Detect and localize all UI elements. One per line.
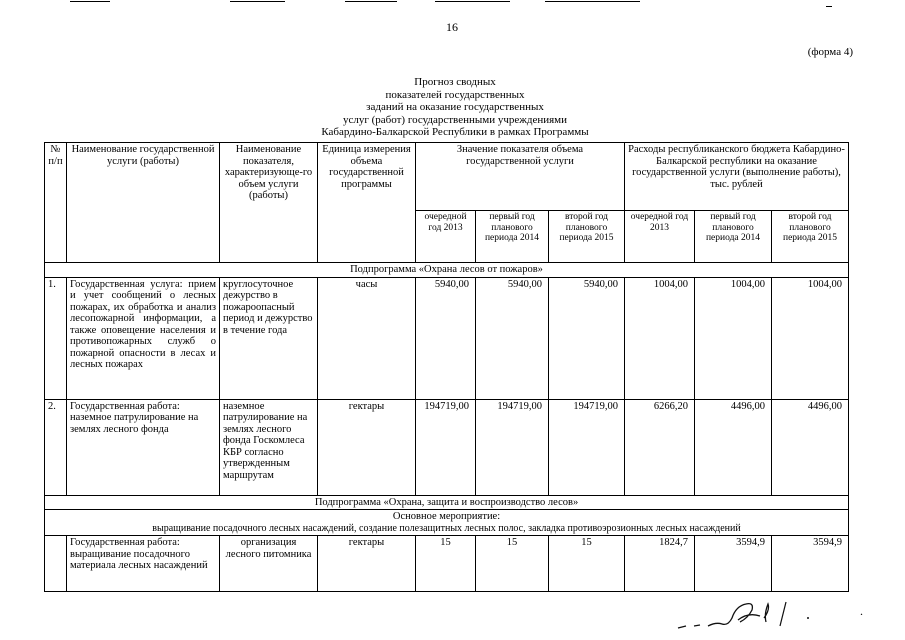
row-expense-2014: 3594,9 [695,536,772,592]
subprogram-title: Подпрограмма «Охрана лесов от пожаров» [45,263,849,278]
row-indicator: наземное патрулирование на землях лесного фонда Госкомлеса КБР согласно утвержденным маршрутам [220,399,318,495]
row-num: 2. [45,399,67,495]
row-expense-2015: 3594,9 [772,536,849,592]
section-row [45,495,849,510]
row-expense-2015: 4496,00 [772,399,849,495]
header-num: № п/п [45,143,67,263]
scan-edge-line [70,1,110,2]
row-expense-2014: 1004,00 [695,277,772,399]
row-expense-2013: 6266,20 [625,399,695,495]
subprogram-title: Подпрограмма «Охрана, защита и воспроизводство лесов» [45,495,849,510]
header-year-plan1: первый год планового периода 2014 [476,211,549,263]
row-volume-2015: 5940,00 [549,277,625,399]
row-volume-2013: 194719,00 [416,399,476,495]
title-line: Кабардино-Балкарской Республики в рамках Программы [321,126,589,138]
row-volume-2015: 194719,00 [549,399,625,495]
title-line: заданий на оказание государственных [366,101,544,113]
scan-edge-line [435,1,510,2]
table-row [45,399,849,495]
row-volume-2014: 194719,00 [476,399,549,495]
scan-edge-line [545,1,640,2]
row-num [45,536,67,592]
scan-edge-line [826,6,832,7]
row-unit: часы [318,277,416,399]
row-volume-2015: 15 [549,536,625,592]
row-service: Государственная работа: наземное патрулирование на землях лесного фонда [67,399,220,495]
header-expense-group: Расходы республиканского бюджета Кабардино-Балкарской республики на оказание государственной услуги (выполнение работы), тыс. рублей [625,143,849,211]
document-title [300,76,610,139]
row-unit: гектары [318,399,416,495]
main-activity [45,510,849,536]
form-label: (форма 4) [807,46,853,58]
section-row [45,510,849,536]
header-service-name: Наименование государственной услуги (работы) [67,143,220,263]
row-expense-2014: 4496,00 [695,399,772,495]
header-year-plan1: первый год планового периода 2014 [695,211,772,263]
row-expense-2013: 1004,00 [625,277,695,399]
row-volume-2014: 5940,00 [476,277,549,399]
header-row [45,143,849,211]
header-year-current: очередной год 2013 [416,211,476,263]
row-expense-2015: 1004,00 [772,277,849,399]
row-indicator: организация лесного питомника [220,536,318,592]
header-indicator-name: Наименование показателя, характеризующе-го объем услуги (работы) [220,143,318,263]
header-unit: Единица измерения объема государственной программы [318,143,416,263]
title-line: услуг (работ) государственными учреждениями [342,113,568,126]
title-line: показателей государственных [385,88,525,101]
header-volume-group: Значение показателя объема государственной услуги [416,143,625,211]
title-line: Прогноз сводных [414,76,496,88]
main-activity-label: Основное мероприятие: [392,511,501,522]
scan-edge-line [230,1,285,2]
row-volume-2013: 5940,00 [416,277,476,399]
page-number: 16 [446,20,458,34]
row-volume-2014: 15 [476,536,549,592]
row-service: Государственная работа: выращивание посадочного материала лесных насаждений [67,536,220,592]
row-num: 1. [45,277,67,399]
header-year-current: очередной год 2013 [625,211,695,263]
forecast-table [44,142,849,592]
main-activity-text: выращивание посадочного лесных насаждений, создание полезащитных лесных полос, закладка противоэрозионных лесных насаждений [152,522,741,534]
table-row [45,536,849,592]
row-expense-2013: 1824,7 [625,536,695,592]
scan-edge-line [345,1,397,2]
signature-icon [668,596,818,636]
header-year-plan2: второй год планового периода 2015 [549,211,625,263]
row-service: Государственная услуга: прием и учет сообщений о лесных пожарах, их обработка и анализ лесопожарной информации, а также оповещение населения и противопожарных служб о пожарной опасности в лесах и лесных пожарах [67,277,220,399]
header-year-plan2: второй год планового периода 2015 [772,211,849,263]
table-row [45,277,849,399]
row-volume-2013: 15 [416,536,476,592]
section-row [45,263,849,278]
scan-mark: . [860,604,863,618]
row-unit: гектары [318,536,416,592]
row-indicator: круглосуточное дежурство в пожароопасный период и дежурство в течение года [220,277,318,399]
